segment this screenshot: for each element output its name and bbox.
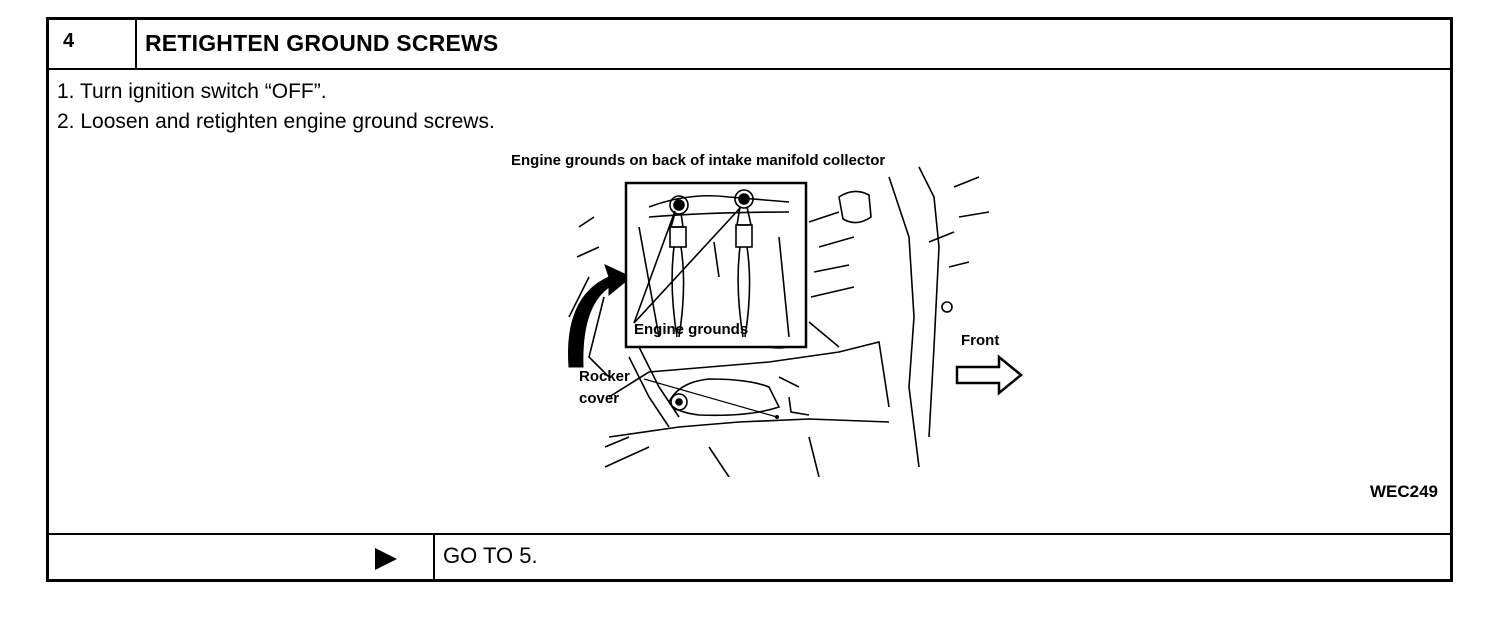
goto-next-step[interactable]: GO TO 5. bbox=[443, 543, 538, 568]
step-title: RETIGHTEN GROUND SCREWS bbox=[145, 30, 499, 56]
rocker-cover-leader-dot bbox=[775, 415, 779, 419]
procedure-header bbox=[49, 20, 1450, 70]
procedure-footer bbox=[49, 533, 1450, 579]
figure-caption: Engine grounds on back of intake manifold collector bbox=[511, 152, 886, 169]
front-arrow-icon bbox=[957, 357, 1021, 393]
figure-code: WEC249 bbox=[1369, 482, 1438, 501]
action-cell bbox=[49, 535, 435, 579]
right-triangle-arrow-icon bbox=[375, 548, 397, 570]
instruction-2: 2. Loosen and retighten engine ground screws. bbox=[57, 110, 495, 133]
rocker-cover-leader bbox=[644, 379, 777, 417]
procedure-table bbox=[46, 17, 1453, 582]
engine-ground-diagram bbox=[509, 147, 1029, 477]
procedure-body bbox=[49, 70, 1450, 542]
engine-grounds-label: Engine grounds bbox=[634, 321, 749, 338]
step-number-cell bbox=[49, 20, 137, 68]
step-number: 4 bbox=[63, 30, 75, 52]
instruction-1: 1. Turn ignition switch “OFF”. bbox=[57, 80, 327, 103]
front-label: Front bbox=[961, 332, 1000, 349]
cover-label: cover bbox=[579, 390, 620, 407]
rocker-label: Rocker bbox=[579, 368, 630, 385]
